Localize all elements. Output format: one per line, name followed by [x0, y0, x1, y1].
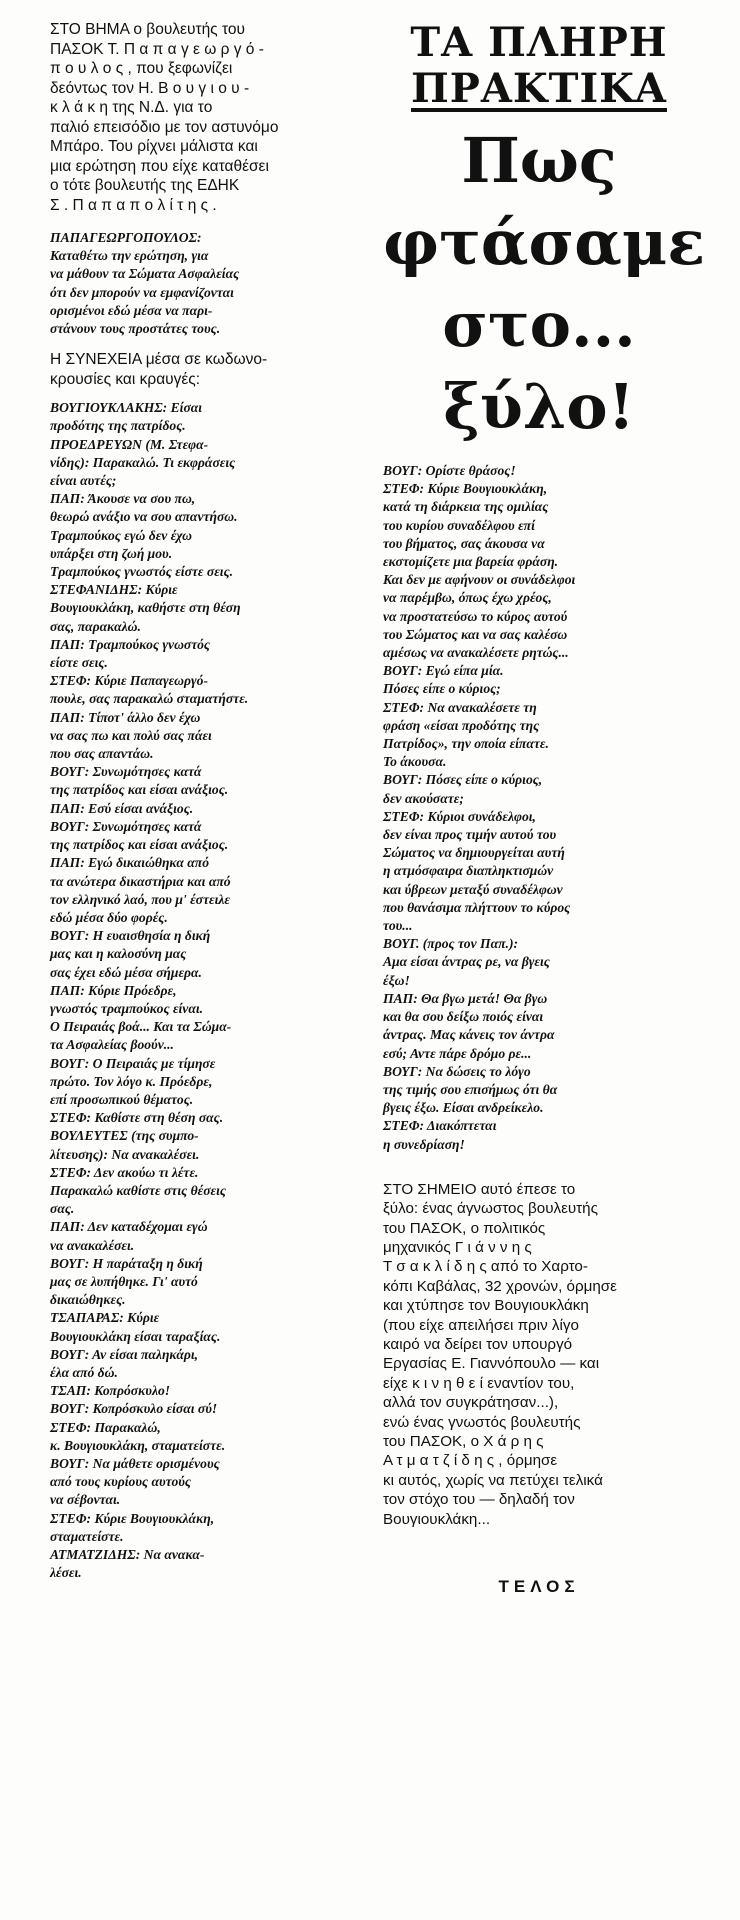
dialog-line: ΒΟΥΓ: Κοπρόσκυλο είσαι σύ!: [50, 1401, 218, 1417]
dialog-line: ΠΑΠΑΓΕΩΡΓΟΠΟΥΛΟΣ:: [50, 230, 202, 245]
dialog-line: Τραμπούκος γνωστός είστε σεις.: [50, 564, 234, 580]
intro-line: ΣΤΟ ΒΗΜΑ ο βουλευτής του: [50, 21, 245, 38]
right-column: [383, 19, 706, 1597]
dialog-line: σας, παρακαλώ.: [50, 618, 141, 634]
dialog-line: ΣΤΕΦ: Να ανακαλέσετε τη: [383, 699, 537, 715]
dialog-line: Βουγιουκλάκη, καθήστε στη θέση: [50, 600, 241, 616]
outro-line: τον στόχο του — δηλαδή τον: [383, 1491, 575, 1509]
dialog-line: να ανακαλέσει.: [50, 1237, 135, 1253]
dialog-line: του βήματος, σας άκουσα να: [383, 535, 545, 551]
dialog-line: θεωρώ ανάξιο να σου απαντήσω.: [50, 509, 238, 525]
dialog-line: η ατμόσφαιρα διαπληκτισμών: [383, 863, 554, 879]
intro-line: Σ . Π α π α π ο λ ί τ η ς .: [50, 196, 217, 214]
dialog-line: του Σώματος και να σας καλέσω: [383, 626, 568, 642]
dialog-line: κ. Βουγιουκλάκη, σταματείστε.: [50, 1437, 226, 1453]
dialog-line: φράση «είσαι προδότης της: [383, 717, 540, 733]
headline-line-5: στο...: [442, 288, 636, 361]
dialog-line: που σας απαντάω.: [50, 746, 154, 762]
outro-line: ενώ ένας γνωστός βουλευτής: [383, 1413, 581, 1431]
dialog-line: άντρας. Μας κάνεις τον άντρα: [383, 1027, 555, 1043]
dialog-line: Βουγιουκλάκη είσαι ταραξίας.: [50, 1328, 221, 1344]
dialog-line: εσύ; Αντε πάρε δρόμο ρε...: [383, 1045, 532, 1061]
dialog-line: που θανάσιμα πλήττουν το κύρος: [383, 899, 571, 915]
dialog-line: Καταθέτω την ερώτηση, για: [50, 248, 209, 264]
dialog-line: έξω!: [383, 972, 410, 988]
dialog-line: ΣΤΕΦΑΝΙΔΗΣ: Κύριε: [50, 582, 178, 598]
dialog-line: ΒΟΥΓ: Ο Πειραιάς με τίμησε: [50, 1055, 216, 1071]
dialog-line: να προστατεύσω το κύρος αυτού: [383, 608, 568, 624]
outro-line: κι αυτός, χωρίς να πετύχει τελικά: [383, 1471, 603, 1489]
dialog-line: ΠΑΠ: Άκουσε να σου πω,: [50, 491, 196, 507]
dialog-line: ΠΑΠ: Δεν καταδέχομαι εγώ: [50, 1219, 208, 1235]
headline: [383, 19, 706, 448]
intro-line: ΠΑΣΟΚ Τ. Π α π α γ ε ω ρ γ ό -: [50, 40, 264, 58]
dialog-line: ΒΟΥΓ: Πόσες είπε ο κύριος,: [383, 772, 543, 788]
outro-line: κόπι Καβάλας, 32 χρονών, όρμησε: [383, 1277, 617, 1295]
dialog-line: ότι δεν μπορούν να εμφανίζονται: [50, 284, 234, 300]
dialog-line: ΤΣΑΠ: Κοπρόσκυλο!: [50, 1383, 171, 1399]
outro-line: του ΠΑΣΟΚ, ο Χ ά ρ η ς: [383, 1433, 544, 1450]
headline-line-4: φτάσαμε: [383, 206, 706, 279]
dialog-line: μας και η καλοσύνη μας: [50, 946, 187, 962]
headline-line-6: ξύλο!: [443, 370, 635, 443]
dialog-line: εδώ μέσα δύο φορές.: [50, 909, 168, 925]
dialog-line: σας έχει εδώ μέσα σήμερα.: [50, 964, 202, 980]
headline-line-3: Πως: [461, 124, 617, 197]
dialog-line: ΠΑΠ: Εγώ δικαιώθηκα από: [50, 855, 210, 871]
dialog-line: τα Ασφαλείας βοούν...: [50, 1037, 174, 1053]
dialog-block-a: [50, 229, 370, 338]
dialog-line: ΠΑΠ: Τίποτ' άλλο δεν έχω: [50, 709, 201, 725]
dialog-line: επί προσωπικού θέματος.: [50, 1091, 194, 1107]
dialog-line: μας σε λυπήθηκε. Γι' αυτό: [50, 1273, 198, 1289]
outro-line: και χτύπησε τον Βουγιουκλάκη: [383, 1297, 589, 1315]
dialog-line: ΣΤΕΦ: Κύριοι συνάδελφοι,: [383, 808, 536, 824]
dialog-line: κατά τη διάρκεια της ομιλίας: [383, 499, 549, 515]
dialog-line: από τους κυρίους αυτούς: [50, 1474, 191, 1490]
dialog-line: ΤΣΑΠΑΡΑΣ: Κύριε: [50, 1310, 160, 1326]
dialog-line: Τραμπούκος εγώ δεν έχω: [50, 527, 193, 543]
outro-paragraph: [383, 1180, 695, 1529]
dialog-line: και ύβρεων μεταξύ συναδέλφων: [383, 881, 563, 897]
dialog-line: να μάθουν τα Σώματα Ασφαλείας: [50, 266, 240, 282]
dialog-line: ΒΟΥΓ: Η ευαισθησία η δική: [50, 928, 211, 944]
dialog-line: της τιμής σου επισήμως ότι θα: [383, 1081, 558, 1097]
dialog-block-b: [50, 399, 370, 1582]
left-column: [50, 20, 370, 1582]
dialog-line: Σώματος να δημιουργείται αυτή: [383, 845, 565, 861]
dialog-line: ΑΤΜΑΤΖΙΔΗΣ: Να ανακα-: [50, 1547, 205, 1563]
dialog-line: Ο Πειραιάς βοά... Και τα Σώμα-: [50, 1019, 232, 1035]
outro-line: Α τ μ α τ ζ ί δ η ς , όρμησε: [383, 1452, 558, 1470]
outro-line: καιρό να δείρει τον υπουργό: [383, 1335, 573, 1353]
dialog-line: ΒΟΥΓ: Εγώ είπα μία.: [383, 663, 504, 679]
dialog-line: Και δεν με αφήνουν οι συνάδελφοι: [383, 572, 576, 588]
dialog-line: ΣΤΕΦ: Κύριε Βουγιουκλάκη,: [50, 1510, 215, 1526]
dialog-line: η συνεδρίαση!: [383, 1136, 465, 1152]
transition-line: κρουσίες και κραυγές:: [50, 370, 201, 388]
outro-line: του ΠΑΣΟΚ, ο πολιτικός: [383, 1219, 546, 1237]
intro-paragraph: [50, 20, 370, 215]
dialog-line: λίτευσης): Να ανακαλέσει.: [50, 1146, 200, 1162]
dialog-line: Παρακαλώ καθίστε στις θέσεις: [50, 1182, 226, 1198]
outro-line: αλλά τον συγκράτησαν...),: [383, 1394, 559, 1412]
dialog-line: ΣΤΕΦ: Δεν ακούω τι λέτε.: [50, 1164, 199, 1180]
dialog-line: εκστομίζετε μια βαρεία φράση.: [383, 554, 559, 570]
intro-line: Μπάρο. Του ρίχνει μάλιστα και: [50, 138, 258, 155]
dialog-line: λέσει.: [50, 1565, 82, 1581]
headline-line-2: ΠΡΑΚΤΙΚΑ: [411, 65, 667, 112]
outro-line: είχε κ ι ν η θ ε ί εναντίον του,: [383, 1374, 575, 1392]
dialog-line: δεν ακούσατε;: [383, 790, 464, 806]
dialog-line: ΣΤΕΦ: Κύριε Βουγιουκλάκη,: [383, 481, 548, 497]
outro-line: ξύλο: ένας άγνωστος βουλευτής: [383, 1200, 598, 1218]
dialog-line: ΣΤΕΦ: Κύριε Παπαγεωργό-: [50, 673, 208, 689]
dialog-line: ΒΟΥΓ: Ορίστε θράσος!: [383, 463, 516, 478]
dialog-line: βγεις έξω. Είσαι ανδρείκελο.: [383, 1100, 544, 1116]
headline-line-1: ΤΑ ΠΛΗΡΗ: [410, 19, 668, 66]
outro-line: μηχανικός Γ ι ά ν ν η ς: [383, 1238, 532, 1256]
dialog-line: υπάρξει στη ζωή μου.: [50, 545, 173, 561]
dialog-line: ΣΤΕΦ: Διακόπτεται: [383, 1118, 497, 1134]
dialog-line: ΒΟΥΓ: Συνωμότησες κατά: [50, 818, 202, 834]
dialog-line: Πόσες είπε ο κύριος;: [383, 681, 501, 697]
dialog-line: ΒΟΥΓ: Να μάθετε ορισμένους: [50, 1456, 220, 1471]
dialog-line: να σέβονται.: [50, 1492, 121, 1508]
intro-line: κ λ ά κ η της Ν.Δ. για το: [50, 99, 213, 116]
dialog-line: να σας πω και πολύ σας πάει: [50, 727, 212, 743]
dialog-line: ΠΑΠ: Θα βγω μετά! Θα βγω: [383, 990, 548, 1006]
dialog-line: του...: [383, 918, 413, 934]
transition-paragraph: [50, 350, 370, 389]
dialog-line: του κυρίου συναδέλφου επί: [383, 517, 535, 533]
dialog-line: είστε σεις.: [50, 655, 108, 671]
dialog-line: ΒΟΥΓ: Να δώσεις το λόγο: [383, 1063, 531, 1079]
intro-line: π ο υ λ ο ς , που ξεφωνίζει: [50, 60, 233, 77]
intro-line: δεόντως τον Η. Β ο υ γ ι ο υ -: [50, 79, 250, 97]
dialog-line: γνωστός τραμπούκος είναι.: [50, 1000, 204, 1016]
dialog-line: νίδης): Παρακαλώ. Τι εκφράσεις: [50, 454, 236, 470]
dialog-line: δικαιώθηκες.: [50, 1292, 126, 1308]
dialog-line: ΒΟΥΛΕΥΤΕΣ (της συμπο-: [50, 1128, 199, 1144]
dialog-line: Το άκουσα.: [383, 754, 447, 770]
outro-line: Εργασίας Ε. Γιαννόπουλο — και: [383, 1355, 600, 1373]
dialog-line: να παρέμβω, όπως έχω χρέος,: [383, 590, 552, 606]
dialog-line: ΒΟΥΓ. (προς τον Παπ.):: [383, 936, 519, 952]
dialog-line: Αμα είσαι άντρας ρε, να βγεις: [383, 954, 550, 970]
dialog-line: Πατρίδος», την οποία είπατε.: [383, 736, 549, 752]
dialog-line: έλα από δώ.: [50, 1364, 118, 1380]
intro-line: παλιό επεισόδιο με τον αστυνόμο: [50, 118, 279, 136]
dialog-line: τα ανώτερα δικαστήρια και από: [50, 873, 231, 889]
dialog-line: τον ελληνικό λαό, που μ' έστειλε: [50, 891, 230, 907]
dialog-line: της πατρίδος και είσαι ανάξιος.: [50, 837, 229, 853]
outro-line: Τ σ α κ λ ί δ η ς από το Χαρτο-: [383, 1258, 588, 1276]
dialog-line: και θα σου δείξω ποιός είναι: [383, 1009, 544, 1025]
outro-line: Βουγιουκλάκη...: [383, 1510, 491, 1528]
dialog-line: ΒΟΥΓ: Αν είσαι παληκάρι,: [50, 1346, 199, 1362]
dialog-line: ΠΡΟΕΔΡΕΥΩΝ (Μ. Στεφα-: [50, 436, 209, 452]
dialog-line: ΒΟΥΓ: Συνωμότησες κατά: [50, 764, 202, 780]
dialog-line: αμέσως να ανακαλέσετε ρητώς...: [383, 645, 569, 661]
transition-line: Η ΣΥΝΕΧΕΙΑ μέσα σε κωδωνο-: [50, 351, 268, 369]
dialog-line: σταματείστε.: [50, 1528, 124, 1544]
dialog-line: ΠΑΠ: Εσύ είσαι ανάξιος.: [50, 800, 194, 816]
dialog-line: ΣΤΕΦ: Καθίστε στη θέση σας.: [50, 1110, 224, 1126]
outro-line: ΣΤΟ ΣΗΜΕΙΟ αυτό έπεσε το: [383, 1180, 576, 1198]
dialog-line: σας.: [50, 1201, 75, 1217]
dialog-line: δεν είναι προς τιμήν αυτού του: [383, 827, 557, 843]
dialog-line: ΒΟΥΓΙΟΥΚΛΑΚΗΣ: Είσαι: [50, 400, 203, 416]
dialog-line: ορισμένοι εδώ μέσα να παρι-: [50, 302, 213, 318]
dialog-line: στάνουν τους προστάτες τους.: [50, 321, 221, 337]
dialog-line: της πατρίδος και είσαι ανάξιος.: [50, 782, 229, 798]
dialog-line: προδότης της πατρίδος.: [50, 418, 186, 434]
dialog-line: ΠΑΠ: Τραμπούκος γνωστός: [50, 636, 210, 652]
dialog-line: πρώτο. Τον λόγο κ. Πρόεδρε,: [50, 1073, 213, 1089]
intro-line: μια ερώτηση που είχε καταθέσει: [50, 157, 269, 175]
intro-line: ο τότε βουλευτής της ΕΔΗΚ: [50, 177, 240, 194]
dialog-line: ΠΑΠ: Κύριε Πρόεδρε,: [50, 982, 177, 998]
dialog-line: πουλε, σας παρακαλώ σταματήστε.: [50, 691, 249, 707]
dialog-line: ΣΤΕΦ: Παρακαλώ,: [50, 1419, 161, 1435]
end-mark: ΤΕΛΟΣ: [498, 1577, 580, 1597]
dialog-line: είναι αυτές;: [50, 473, 117, 489]
dialog-line: ΒΟΥΓ: Η παράταξη η δική: [50, 1255, 203, 1271]
outro-line: (που είχε απειλήσει πριν λίγο: [383, 1316, 579, 1334]
dialog-block-right: [383, 462, 695, 1154]
